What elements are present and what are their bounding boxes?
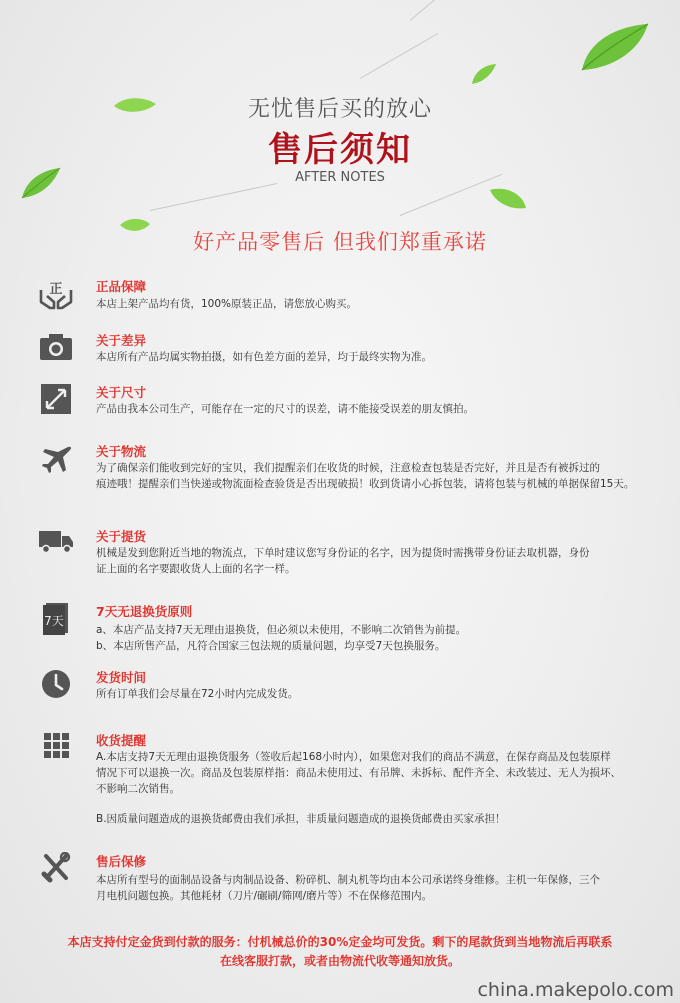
section-title-pickup: 关于提货: [96, 529, 147, 544]
section-title-genuine: 正品保障: [96, 279, 147, 294]
section-text-return: [96, 622, 656, 654]
tools-icon: [38, 852, 74, 884]
text-line: a、本店产品支持7天无理由退换货，但必须以未使用，不影响二次销售为前提。: [96, 624, 467, 636]
decor-line: [150, 183, 277, 211]
section-title-logistics: 关于物流: [96, 444, 147, 459]
airplane-icon: [38, 444, 74, 476]
seven-day-icon: [38, 603, 74, 635]
text-line: 痕迹哦！提醒亲们当快递或物流面检查验货是否出现破损！收到货请小心拆包装，请将包装与机械的单据保留15天。: [96, 478, 635, 490]
text-line: 月电机问题包换。其他耗材（刀片/碾刷/筛网/磨片等）不在保修范围内。: [96, 890, 433, 902]
decor-line: [360, 33, 438, 79]
text-line: 本店所有型号的面制品设备与肉制品设备、粉碎机、制丸机等均由本公司承诺终身维修。主机一年保修，三个: [96, 874, 600, 886]
text-line: B.因质量问题造成的退换货邮费由我们承担，非质量问题造成的退换货邮费由买家承担！: [96, 813, 506, 825]
resize-arrow-icon: [38, 384, 74, 416]
page-title: 售后须知: [268, 130, 412, 170]
section-text-size: [96, 401, 656, 417]
section-text-genuine: [96, 296, 656, 312]
camera-icon: [38, 331, 74, 363]
text-line: A.本店支持7天无理由退换货服务（签收后起168小时内），如果您对我们的商品不满意，在保存商品及包装原样: [96, 751, 611, 763]
header-tagline: 无忧售后买的放心: [247, 97, 432, 122]
text-line: 本店所有产品均属实物拍摄，如有色差方面的差异，均于最终实物为准。: [96, 351, 432, 363]
text-line: 不影响二次销售。: [96, 783, 180, 795]
section-text-pickup: [96, 545, 656, 577]
text-line: 产品由我本公司生产，可能存在一定的尺寸的误差，请不能接受误差的朋友慎拍。: [96, 403, 474, 415]
section-text-receipt: [96, 749, 656, 827]
genuine-hands-icon: [38, 278, 74, 310]
decor-line: [410, 0, 441, 21]
section-text-shipping: [96, 686, 656, 702]
section-text-warranty: [96, 872, 656, 904]
section-title-shipping: 发货时间: [96, 670, 147, 685]
text-line: 所有订单我们会尽量在72小时内完成发货。: [96, 688, 299, 700]
section-title-return: 7天无退换货原则: [96, 604, 193, 619]
section-text-logistics: [96, 460, 656, 492]
grid-icon: [38, 731, 74, 763]
truck-icon: [38, 525, 74, 557]
promise-slogan: 好产品零售后 但我们郑重承诺: [193, 230, 487, 254]
text-line: 证上面的名字要跟收货人上面的名字一样。: [96, 563, 296, 575]
text-line: 机械是发到您附近当地的物流点，下单时建议您写身份证的名字，因为提货时需携带身份证去取机器，身份: [96, 547, 590, 559]
section-title-receipt: 收货提醒: [96, 733, 147, 748]
clock-icon: [38, 668, 74, 700]
text-line: 情况下可以退换一次。商品及包装原样指：商品未使用过、有吊牌、未拆标、配件齐全、未改装过、无人为损坏、: [96, 767, 621, 779]
payment-notice-line-2: 在线客服打款，或者由物流代收等通知放货。: [219, 954, 460, 968]
section-title-warranty: 售后保修: [96, 854, 147, 869]
payment-notice-line-1: 本店支持付定金货到付款的服务：付机械总价的30%定金均可发货。剩下的尾款货到当地物流后再联系: [67, 935, 613, 949]
leaf-decoration: [470, 62, 498, 86]
section-text-difference: [96, 349, 656, 365]
text-line: b、本店所售产品，凡符合国家三包法规的质量问题，均享受7天包换服务。: [96, 640, 446, 652]
section-title-difference: 关于差异: [96, 333, 147, 348]
text-line: 为了确保亲们能收到完好的宝贝，我们提醒亲们在收货的时候，注意检查包装是否完好，并且是否有被拆过的: [96, 462, 600, 474]
text-line: 本店上架产品均有货，100%原装正品，请您放心购买。: [96, 298, 358, 310]
watermark: china.makepolo.com: [477, 979, 674, 1001]
leaf-decoration: [578, 22, 650, 74]
section-title-size: 关于尺寸: [96, 385, 147, 400]
seven-day-icon-text: 7天: [44, 614, 64, 628]
page-subtitle: AFTER NOTES: [295, 170, 385, 185]
leaf-decoration: [488, 186, 528, 212]
genuine-icon-text: 正: [49, 282, 63, 297]
